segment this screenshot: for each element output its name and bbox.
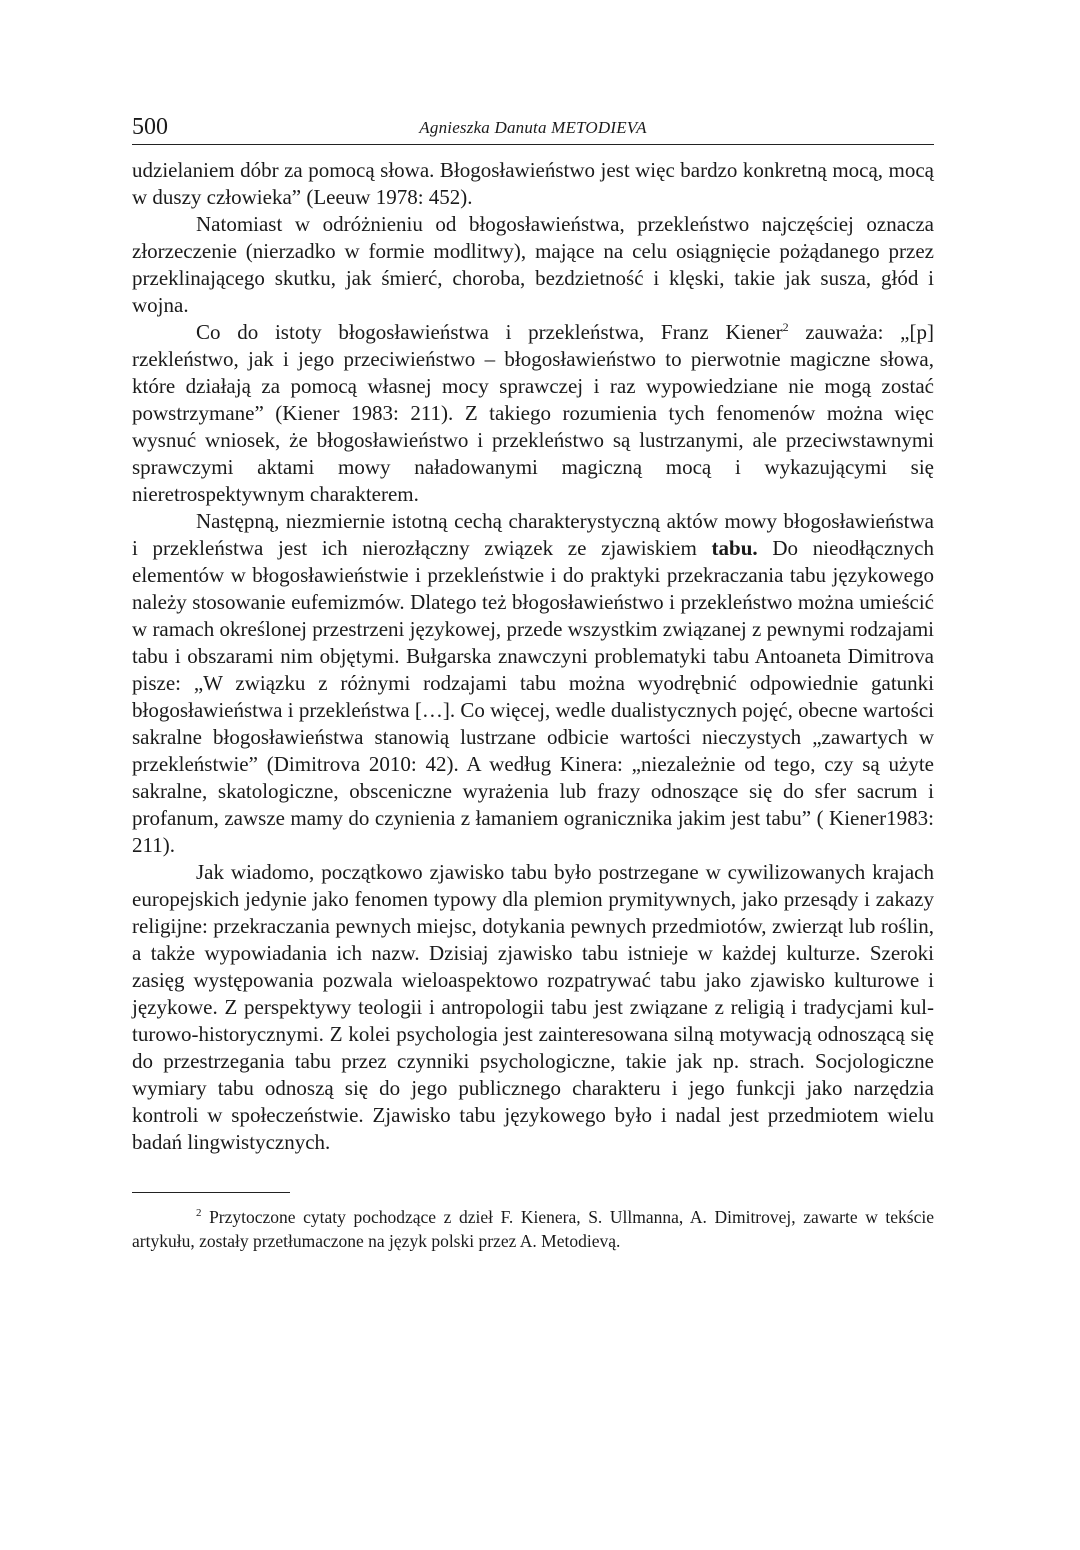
running-author: Agnieszka Danuta METODIEVA: [419, 118, 647, 137]
footnote-number: 2: [196, 1207, 202, 1219]
emphasis-term-tabu: tabu.: [711, 536, 758, 560]
paragraph-5: [132, 859, 934, 1156]
footnote: [132, 1205, 934, 1253]
paragraph-3-text-end: zauważa: „[p] rzekleństwo, jak i jego przeciwieństwo – błogosławieństwo to pierwotnie magiczne słowa, które działają za pomocą własnej mocy sprawczej i raz wypowiedziane nie mogą zostać powstrzymane” (Kiener 1983: 211). Z takiego rozumienia tych fenomenów można więc wysnuć wniosek, że błogosławieństwo i przekleństwo są lustrzanymi, ale przeciwstawnymi sprawczymi aktami mowy naładowanymi magiczną mocą i wykazującymi się nieretrospektywnym charakterem.: [132, 320, 934, 506]
page-number: 500: [132, 114, 168, 140]
paragraph-5-text: Jak wiadomo, początkowo zjawisko tabu było postrzegane w cywilizowanych krajach europejskich jedynie jako fenomen typowy dla plemion prymitywnych, jako przesądy i zakazy religijne: przekraczania pewnych miejsc, dotykania pewnych przedmiotów, zwierząt lub roślin, a także wypowiadania ich nazw. Dzisiaj zjawisko tabu istnieje w każdej kulturze. Szeroki zasięg występowania pozwala wieloaspektowo rozpatrywać tabu jako zjawisko kulturowe i językowe. Z perspektywy teologii i antropologii tabu jest związane z religią i tradycjami kulturowo-historycznymi. Z kolei psychologia jest zainteresowana silną motywacją odnoszącą się do przestrzegania tabu przez czynniki psychologiczne, takie jak np. strach. Socjologiczne wymiary tabu odnoszą się do jego publicznego charakteru i jego funkcji jako narzędzia kontroli w społeczeństwie. Zjawisko tabu językowego było i nadal jest przedmiotem wielu badań lingwistycznych.: [132, 860, 934, 1154]
paragraph-2: [132, 211, 934, 319]
footnote-reference: 2: [782, 320, 789, 334]
running-header: [132, 112, 934, 145]
paragraph-3: [132, 319, 934, 508]
footnote-text: Przytoczone cytaty pochodzące z dzieł F. Kienera, S. Ullmanna, A. Dimitrovej, zawarte w tekście artykułu, zostały przetłumaczone na język polski przez A. Metodievą.: [132, 1207, 934, 1251]
paragraph-4: [132, 508, 934, 859]
paragraph-4-text-end: Do nieodłącznych elementów w błogosławieństwie i przekleństwie i do praktyki przekraczania tabu językowego należy stosowanie eufemizmów. Dlatego też błogosławieństwo i przekleństwo można umieścić w ramach określonej przestrzeni językowej, przede wszystkim związanej z pewnymi rodzajami tabu i obszarami nim objętymi. Bułgarska znawczyni problematyki tabu Antoaneta Dimitrova pisze: „W związku z różnymi rodzajami tabu można wyodrębnić odpowiednie gatunki błogosławieństwa i przekleństwa […]. Co więcej, wedle dualistycznych pojęć, obecne wartości sakralne błogosławieństwa stanowią lustrzane odbicie wartości nieczystych „zawartych w przekleństwie” (Dimitrova 2010: 42). A według Kinera: „niezależnie od tego, czy są użyte sakralne, skatologiczne, obsceniczne wyrażenia lub frazy odnoszące się do sfer sacrum i profanum, zawsze mamy do czynienia z łamaniem ogranicznika jakim jest tabu” ( Kiener1983: 211).: [132, 536, 934, 857]
paragraph-4-text-start: Następną, niezmiernie istotną cechą charakterystyczną aktów mowy błogosławieństwa i przekleństwa jest ich nierozłączny związek ze zjawiskiem: [132, 509, 934, 560]
page: [132, 112, 934, 1253]
paragraph-2-text: Natomiast w odróżnieniu od błogosławieństwa, przekleństwo najczęściej oznacza złorzeczenie (nierzadko w formie modlitwy), mające na celu osiągnięcie pożądanego przez przeklinającego skutku, jak śmierć, choroba, bezdzietność i klęski, takie jak susza, głód i wojna.: [132, 212, 934, 317]
paragraph-1-text: udzielaniem dóbr za pomocą słowa. Błogosławieństwo jest więc bardzo konkretną mocą, mocą w duszy człowieka” (Leeuw 1978: 452).: [132, 158, 934, 209]
paragraph-1: [132, 157, 934, 211]
footnote-divider: [132, 1192, 290, 1193]
paragraph-3-text-start: Co do istoty błogosławieństwa i przekleństwa, Franz Kiener: [196, 320, 783, 344]
body-text: [132, 157, 934, 1156]
